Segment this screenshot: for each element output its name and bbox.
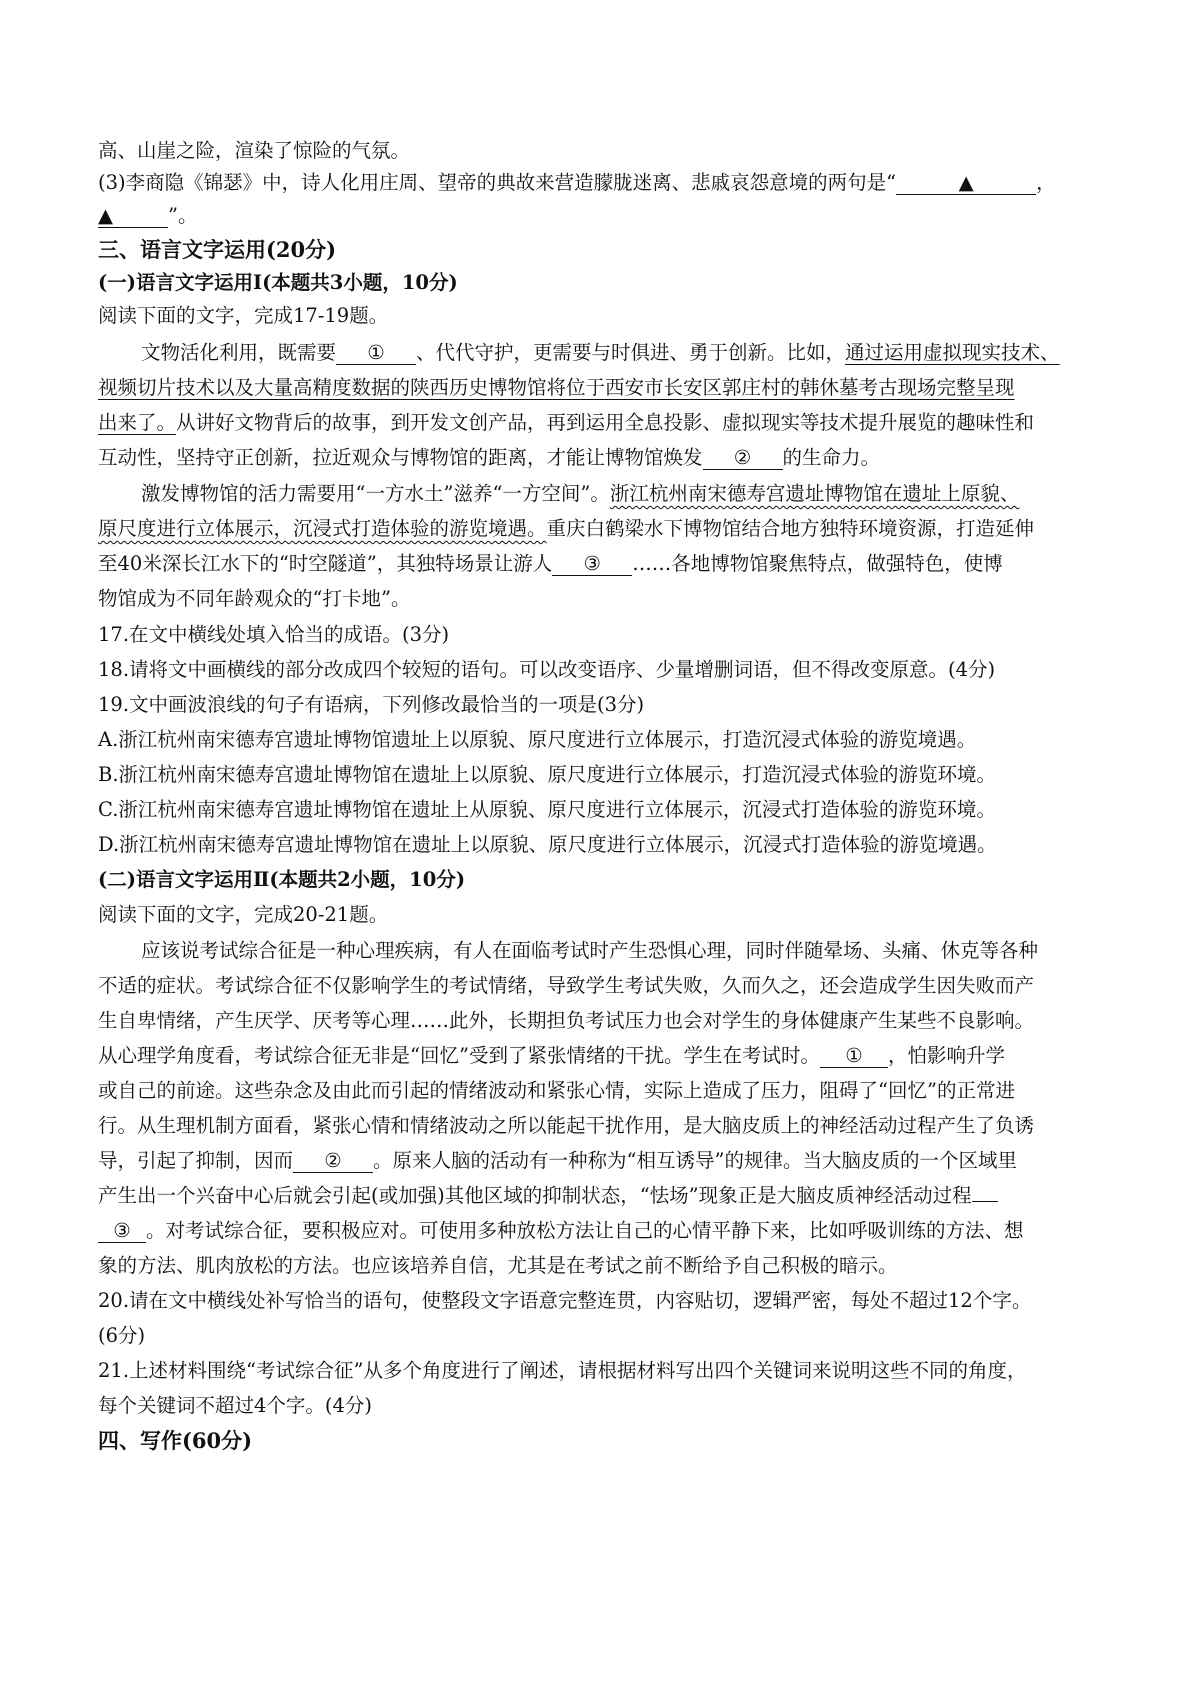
passage-line: 或自己的前途。这些杂念及由此而引起的情绪波动和紧张心情，实际上造成了压力，阻碍了“回忆”的正常进	[98, 1079, 1015, 1102]
text: 产生出一个兴奋中心后就会引起(或加强)其他区域的抑制状态，“怯场”现象正是大脑皮质神经活动过程	[98, 1184, 972, 1207]
closing-quote: ”。	[168, 204, 198, 227]
passage-line	[98, 375, 1015, 403]
question-20: 20.请在文中横线处补写恰当的语句，使整段文字语意完整连贯，内容贴切，逻辑严密，每处不超过12个字。	[98, 1289, 1032, 1312]
passage-line	[98, 1043, 1005, 1071]
text: 。原来人脑的活动有一种称为“相互诱导”的规律。当大脑皮质的一个区域里	[373, 1149, 1017, 1172]
passage-line	[98, 445, 880, 473]
question-17: 17.在文中横线处填入恰当的成语。(3分)	[98, 623, 450, 646]
wavy-underlined-text: 浙江杭州南宋德寿宫遗址博物馆在遗址上原貌、	[609, 482, 1020, 505]
text: 至40米深长江水下的“时空隧道”，其独特场景让游人	[98, 552, 553, 575]
passage-line	[141, 340, 1060, 368]
underlined-text: 出来了。	[98, 411, 177, 434]
question-16-3-cont	[98, 203, 197, 231]
passage-line	[98, 1183, 998, 1211]
blank-2[interactable]: ②	[703, 447, 783, 470]
question-19: 19.文中画波浪线的句子有语病，下列修改最恰当的一项是(3分)	[98, 693, 645, 716]
text: 。对考试综合征，要积极应对。可使用多种放松方法让自己的心情平静下来，比如呼吸训练的方法、想	[146, 1219, 1024, 1242]
question-21: 21.上述材料围绕“考试综合征”从多个角度进行了阐述，请根据材料写出四个关键词来说明这些不同的角度，	[98, 1359, 1027, 1382]
text: 从讲好文物背后的故事，到开发文创产品，再到运用全息投影、虚拟现实等技术提升展览的趣味性和	[176, 411, 1035, 434]
underlined-text: 通过运用虚拟现实技术、	[845, 341, 1060, 364]
option-d[interactable]: D.浙江杭州南宋德寿宫遗址博物馆在遗址上以原貌、原尺度进行立体展示，沉浸式打造体验的游览境遇。	[98, 833, 997, 856]
text: ，怕影响升学	[887, 1044, 1005, 1067]
text: 重庆白鹤梁水下博物馆结合地方独特环境资源，打造延伸	[546, 517, 1035, 540]
passage-line	[98, 551, 1003, 579]
question-20-score: (6分)	[98, 1324, 146, 1347]
instruction: 阅读下面的文字，完成20-21题。	[98, 903, 389, 926]
passage-line	[141, 481, 1019, 509]
underlined-text: 视频切片技术以及大量高精度数据的陕西历史博物馆将位于西安市长安区郭庄村的韩休墓考古现场完整呈现	[98, 376, 1015, 399]
blank-3-start[interactable]	[972, 1201, 998, 1202]
blank-3[interactable]: ③	[552, 553, 632, 576]
text: 激发博物馆的活力需要用“一方水土”滋养“一方空间”。	[141, 482, 610, 505]
section-title: 三、语言文字运用(20分)	[98, 237, 337, 262]
passage-line: 生自卑情绪，产生厌学、厌考等心理……此外，长期担负考试压力也会对学生的身体健康产生某些不良影响。	[98, 1009, 1035, 1032]
passage-line	[98, 1218, 1024, 1246]
text: 、代代守护，更需要与时俱进、勇于创新。比如，	[416, 341, 846, 364]
question-16-3	[98, 170, 1056, 198]
option-c[interactable]: C.浙江杭州南宋德寿宫遗址博物馆在遗址上从原貌、原尺度进行立体展示，沉浸式打造体验的游览环境。	[98, 798, 996, 821]
text: ……各地博物馆聚焦特点，做强特色，使博	[632, 552, 1003, 575]
blank-2[interactable]: ②	[293, 1150, 373, 1173]
poetry-line: 高、山崖之险，渲染了惊险的气氛。	[98, 139, 411, 162]
text: 导，引起了抑制，因而	[98, 1149, 294, 1172]
passage-line: 不适的症状。考试综合征不仅影响学生的考试情绪，导致学生考试失败，久而久之，还会造成学生因失败而产	[98, 974, 1035, 997]
option-b[interactable]: B.浙江杭州南宋德寿宫遗址博物馆在遗址上以原貌、原尺度进行立体展示，打造沉浸式体验的游览环境。	[98, 763, 997, 786]
passage-line: 象的方法、肌肉放松的方法。也应该培养自信，尤其是在考试之前不断给予自己积极的暗示。	[98, 1254, 898, 1277]
instruction: 阅读下面的文字，完成17-19题。	[98, 304, 389, 327]
question-18: 18.请将文中画横线的部分改成四个较短的语句。可以改变语序、少量增删词语，但不得改变原意。(4分)	[98, 658, 996, 681]
passage-line	[98, 516, 1034, 544]
answer-blank[interactable]: ▲	[896, 172, 1036, 195]
question-21-cont: 每个关键词不超过4个字。(4分)	[98, 1394, 373, 1417]
passage-line	[98, 410, 1034, 438]
blank-3[interactable]: ③	[98, 1220, 146, 1243]
text: 从心理学角度看，考试综合征无非是“回忆”受到了紧张情绪的干扰。学生在考试时。	[98, 1044, 820, 1067]
section-title: 四、写作(60分)	[98, 1428, 253, 1453]
option-a[interactable]: A.浙江杭州南宋德寿宫遗址博物馆遗址上以原貌、原尺度进行立体展示，打造沉浸式体验的游览境遇。	[98, 728, 977, 751]
passage-line: 行。从生理机制方面看，紧张心情和情绪波动之所以能起干扰作用，是大脑皮质上的神经活动过程产生了负诱	[98, 1114, 1035, 1137]
blank-1[interactable]: ①	[336, 342, 416, 365]
part-title: (一)语言文字运用Ⅰ(本题共3小题，10分)	[98, 271, 458, 294]
answer-blank[interactable]: ▲	[98, 205, 168, 228]
passage-line	[98, 1148, 1017, 1176]
text: 互动性，坚持守正创新，拉近观众与博物馆的距离，才能让博物馆焕发	[98, 446, 703, 469]
passage-line: 应该说考试综合征是一种心理疾病，有人在面临考试时产生恐惧心理，同时伴随晕场、头痛、休克等各种	[141, 939, 1039, 962]
wavy-underlined-text: 原尺度进行立体展示，沉浸式打造体验的游览境遇。	[98, 517, 547, 540]
text: 的生命力。	[782, 446, 881, 469]
comma: ，	[1036, 171, 1056, 194]
question-16-3-text: (3)李商隐《锦瑟》中，诗人化用庄周、望帝的典故来营造朦胧迷离、悲戚哀怨意境的两句是“	[98, 171, 897, 194]
passage-line: 物馆成为不同年龄观众的“打卡地”。	[98, 587, 411, 610]
blank-1[interactable]: ①	[820, 1045, 888, 1068]
part-title: (二)语言文字运用Ⅱ(本题共2小题，10分)	[98, 868, 466, 891]
text: 文物活化利用，既需要	[141, 341, 337, 364]
